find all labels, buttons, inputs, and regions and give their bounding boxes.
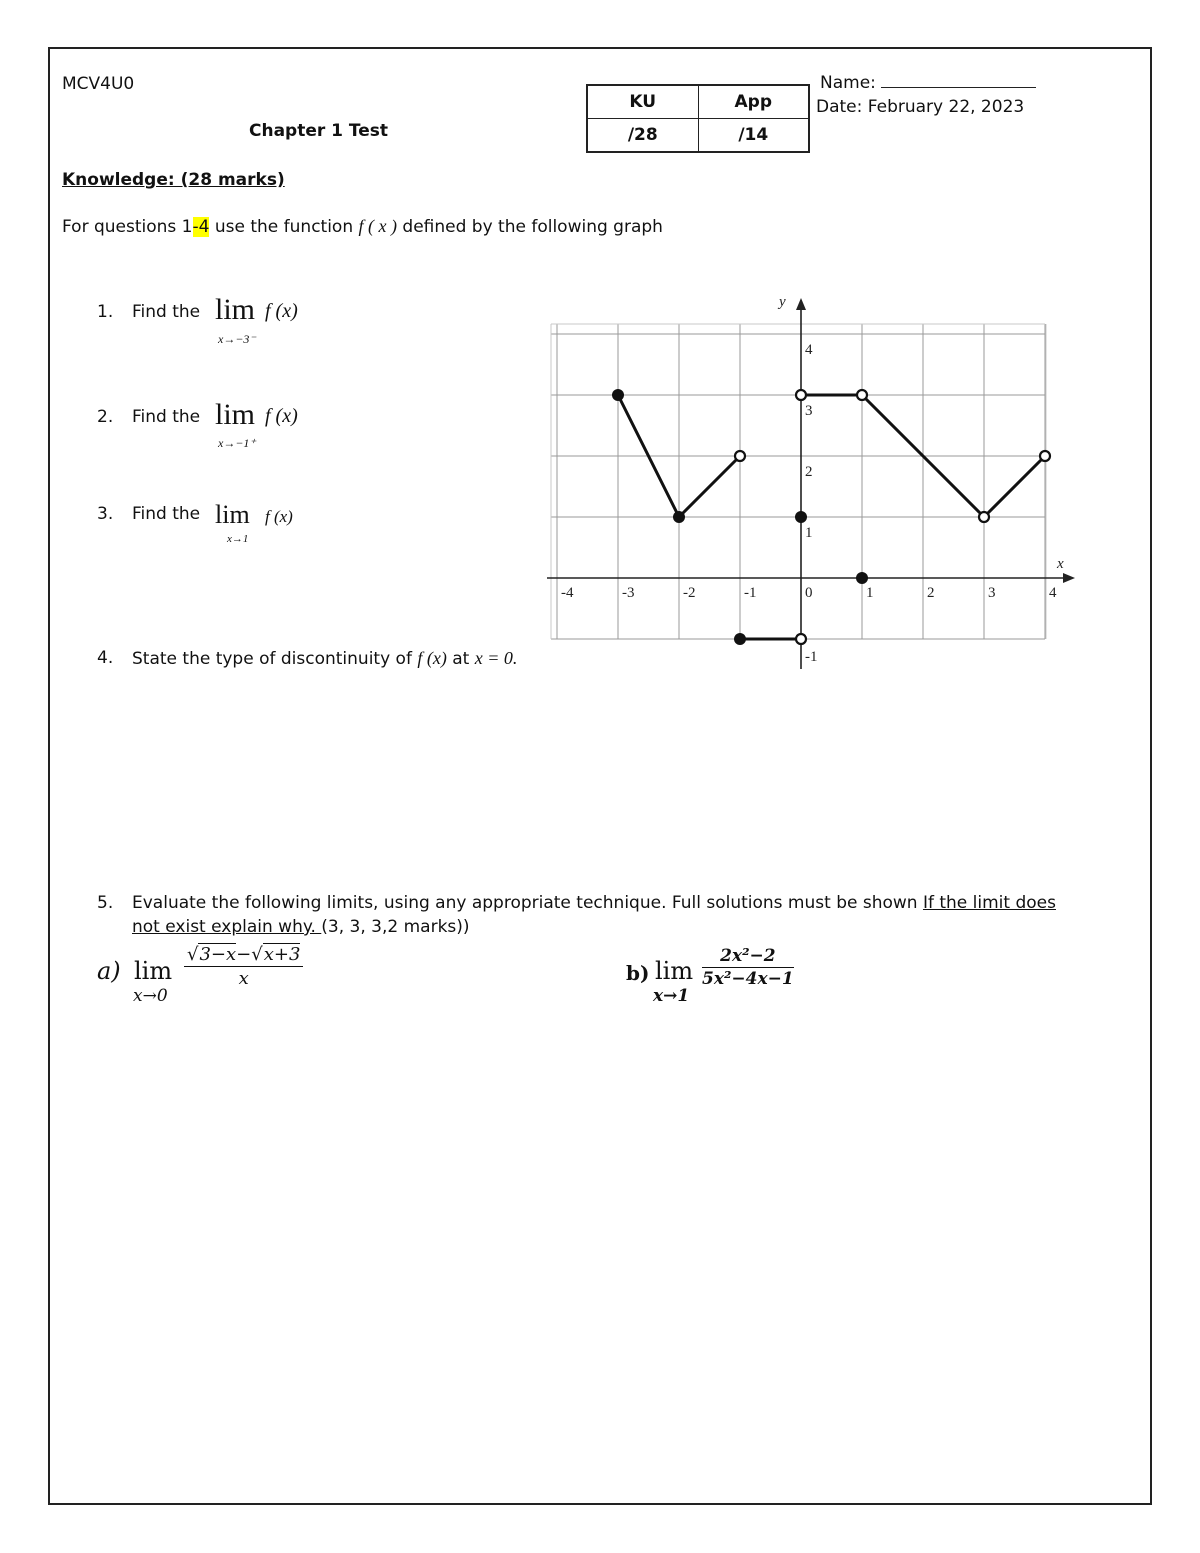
- x-axis-arrow-icon: [1063, 573, 1075, 583]
- question-5a-denominator: x: [238, 968, 249, 989]
- question-3-number: 3.: [97, 504, 114, 524]
- question-4-text: [132, 648, 517, 669]
- y-tick-label: 1: [805, 525, 813, 541]
- question-3-fx: f (x): [265, 507, 293, 526]
- question-5-number: 5.: [97, 893, 114, 913]
- closed-point: [734, 633, 746, 645]
- graph-tick-labels: [561, 342, 1057, 665]
- score-value-ku: /28: [587, 119, 698, 153]
- y-tick-label: -1: [805, 649, 818, 665]
- question-5b-label: b): [626, 961, 650, 985]
- question-4-condition: x = 0.: [474, 648, 518, 668]
- y-tick-label: 2: [805, 464, 813, 480]
- open-point: [735, 451, 745, 461]
- question-5-line-2: [132, 917, 470, 937]
- x-tick-label: 2: [927, 585, 935, 601]
- question-3-lim-sub: x→1: [227, 533, 249, 545]
- section-heading: Knowledge: (28 marks): [62, 170, 285, 190]
- question-5a-lim: lim: [134, 957, 173, 985]
- score-value-app: /14: [698, 119, 809, 153]
- question-1-text: Find the: [132, 302, 201, 322]
- question-5a-fraction: $\frac{√3-x-√x+3}{x}$: [184, 944, 303, 989]
- question-5a-sqrt-2: x+3: [263, 944, 301, 965]
- question-1-number: 1.: [97, 302, 114, 322]
- question-5-marks: (3, 3, 3,2 marks)): [321, 917, 470, 937]
- closed-point: [612, 389, 624, 401]
- question-5-underlined-2: not exist explain why.: [132, 917, 322, 937]
- question-4-fx: f (x): [417, 648, 447, 668]
- page-border: [48, 47, 1152, 1505]
- question-3-text: Find the: [132, 504, 201, 524]
- y-axis-label: y: [779, 296, 786, 310]
- closed-point: [673, 511, 685, 523]
- question-5b-fraction: [702, 946, 794, 989]
- name-blank-line[interactable]: [881, 73, 1036, 88]
- question-4-text-a: State the type of discontinuity of: [132, 649, 412, 669]
- closed-point: [795, 511, 807, 523]
- question-5b-lim: lim: [655, 957, 694, 985]
- open-point: [979, 512, 989, 522]
- question-2-text: Find the: [132, 407, 201, 427]
- intro-suffix: defined by the following graph: [402, 217, 663, 237]
- x-tick-label: 3: [988, 585, 996, 601]
- question-5-text: Evaluate the following limits, using any appropriate technique. Full solutions must be shown: [132, 893, 923, 913]
- score-header-ku: KU: [587, 85, 698, 119]
- x-tick-label: -3: [622, 585, 635, 601]
- name-label: Name:: [820, 73, 876, 93]
- question-4-text-b: at: [452, 649, 470, 669]
- question-5a-lim-sub: x→0: [133, 986, 168, 1006]
- open-point: [796, 634, 806, 644]
- y-axis-arrow-icon: [796, 298, 806, 310]
- name-field[interactable]: [820, 73, 1036, 93]
- x-axis-label: x: [1057, 556, 1064, 572]
- open-point: [1040, 451, 1050, 461]
- question-5b-numerator: 2x²−2: [702, 946, 794, 968]
- y-tick-label: 3: [805, 403, 813, 419]
- question-5a-label: a): [97, 957, 121, 985]
- question-2-lim-sub: x→−1⁺: [218, 436, 256, 450]
- open-point: [857, 390, 867, 400]
- question-1-fx: f (x): [265, 300, 298, 322]
- question-5b-lim-sub: x→1: [653, 986, 690, 1006]
- question-5b-denominator: 5x²−4x−1: [702, 969, 794, 989]
- question-4-number: 4.: [97, 648, 114, 668]
- course-code: MCV4U0: [62, 74, 135, 94]
- x-tick-label: -1: [744, 585, 757, 601]
- section-intro: [62, 216, 663, 237]
- score-table: [586, 84, 810, 153]
- question-2-number: 2.: [97, 407, 114, 427]
- question-5-underlined-1: If the limit does: [922, 893, 1056, 913]
- question-1-lim-sub: x→−3⁻: [218, 332, 256, 346]
- open-point: [796, 390, 806, 400]
- y-tick-label: 4: [805, 342, 813, 358]
- question-5-line-1: [132, 893, 1056, 913]
- x-tick-label: -4: [561, 585, 574, 601]
- question-3-lim: lim: [215, 500, 250, 529]
- score-header-app: App: [698, 85, 809, 119]
- date-label: Date: February 22, 2023: [816, 97, 1025, 117]
- x-tick-label: 0: [805, 585, 813, 601]
- intro-fx: f ( x ): [358, 216, 397, 236]
- x-tick-label: 4: [1049, 585, 1057, 601]
- intro-prefix: For questions 1: [62, 217, 193, 237]
- question-5a-minus: −: [236, 944, 252, 965]
- test-title: Chapter 1 Test: [249, 121, 389, 141]
- question-1-lim: lim: [215, 293, 256, 326]
- intro-middle: use the function: [209, 217, 359, 237]
- question-5a-sqrt-1: 3−x: [199, 944, 237, 965]
- intro-highlight: -4: [192, 217, 210, 237]
- function-graph: [540, 296, 1085, 676]
- x-tick-label: 1: [866, 585, 874, 601]
- closed-point: [856, 572, 868, 584]
- question-2-fx: f (x): [265, 405, 298, 427]
- question-2-lim: lim: [215, 398, 256, 431]
- x-tick-label: -2: [683, 585, 696, 601]
